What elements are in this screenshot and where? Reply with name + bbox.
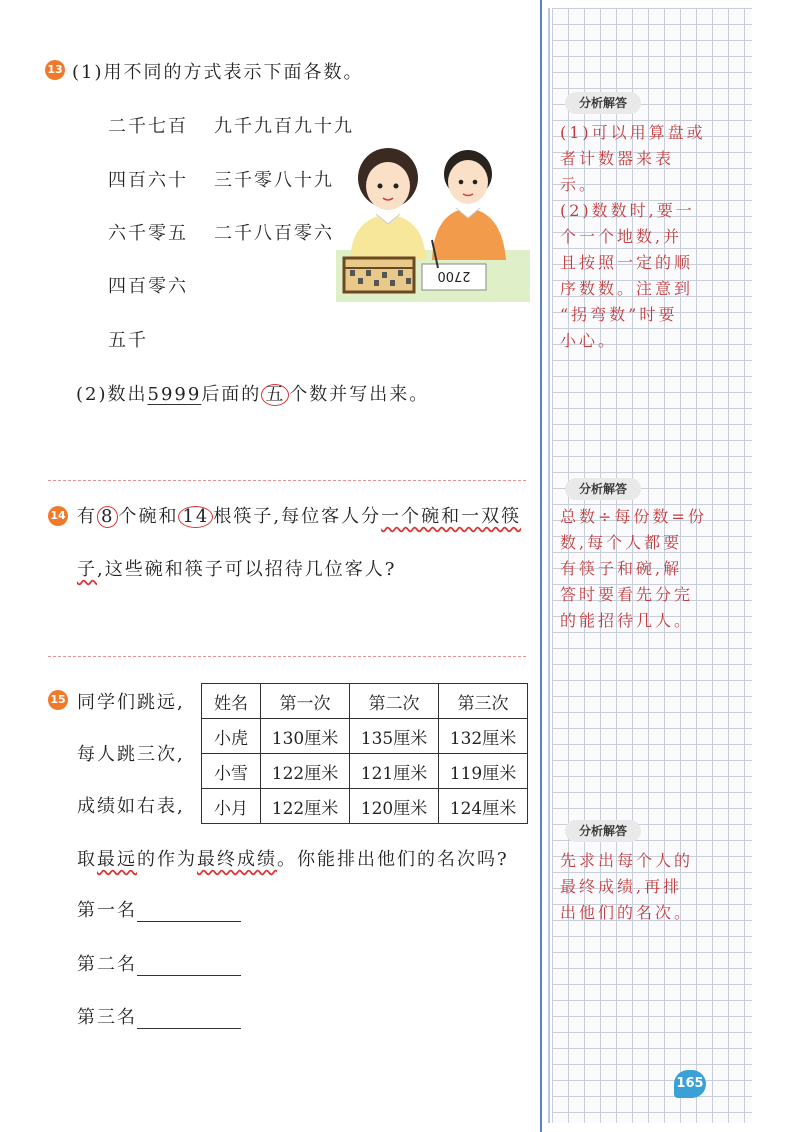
rank-3-label: 第三名	[77, 1007, 137, 1028]
q13-part2-text: (2)数出5999后面的 五 个数并写出来。	[76, 384, 430, 405]
table-header-row	[202, 684, 528, 719]
analysis-note-3: 先求出每个人的 最终成绩,再排 出他们的名次。	[560, 851, 694, 922]
table-cell: 121厘米	[350, 754, 439, 789]
question-number-13: 13	[45, 60, 65, 80]
table-header-cell: 第二次	[350, 684, 439, 719]
margin-line	[540, 0, 542, 1132]
table-row	[202, 719, 528, 754]
q13-number-4: 三千零八十九	[214, 170, 334, 191]
rank-3-answer-blank[interactable]	[137, 1010, 241, 1029]
table-cell: 132厘米	[439, 719, 528, 754]
page-number-badge: 165	[674, 1070, 706, 1098]
table-row	[202, 754, 528, 789]
q13-number-3: 四百六十	[108, 170, 188, 191]
q15-line4: 取最远的作为最终成绩。你能排出他们的名次吗?	[77, 849, 509, 870]
analysis-note-1: (1)可以用算盘或 者计数器来表示。 (2)数数时,要一 个一个地数,并 且按照一定的顺 序数数。注意到 “拐弯数”时要 小心。	[560, 123, 706, 350]
score-table	[201, 683, 528, 824]
rank-3-row	[77, 1003, 241, 1029]
q13-number-2: 九千九百九十九	[214, 116, 354, 137]
question-number-15: 15	[48, 690, 68, 710]
rank-2-label: 第二名	[77, 954, 137, 975]
table-cell: 122厘米	[261, 754, 350, 789]
q14-line2: 子,这些碗和筷子可以招待几位客人?	[77, 559, 397, 580]
margin-inner-line	[548, 8, 550, 1123]
q13-number-5: 六千零五	[108, 223, 188, 244]
table-cell: 135厘米	[350, 719, 439, 754]
q13-number-8: 五千	[108, 330, 148, 351]
table-cell: 130厘米	[261, 719, 350, 754]
paper-number: 2700	[437, 268, 471, 283]
q13-number-1: 二千七百	[108, 116, 188, 137]
q13-number-6: 二千八百零六	[214, 223, 334, 244]
table-cell: 122厘米	[261, 789, 350, 824]
question-number-14: 14	[48, 506, 68, 526]
table-header-cell: 第一次	[261, 684, 350, 719]
analysis-tag-1: 分析解答	[565, 92, 641, 114]
section-divider-2	[48, 656, 526, 657]
analysis-tag-3: 分析解答	[565, 820, 641, 842]
q15-left-line-3: 成绩如右表,	[77, 796, 185, 817]
rank-1-row	[77, 896, 241, 922]
rank-2-row	[77, 950, 241, 976]
rank-2-answer-blank[interactable]	[137, 957, 241, 976]
table-header-cell: 姓名	[202, 684, 261, 719]
table-cell: 小月	[202, 789, 261, 824]
q13-part1-text: (1)用不同的方式表示下面各数。	[72, 62, 364, 83]
table-header-cell: 第三次	[439, 684, 528, 719]
table-cell: 119厘米	[439, 754, 528, 789]
analysis-tag-2: 分析解答	[565, 478, 641, 500]
table-cell: 120厘米	[350, 789, 439, 824]
rank-1-label: 第一名	[77, 900, 137, 921]
table-row	[202, 789, 528, 824]
table-cell: 小雪	[202, 754, 261, 789]
table-cell: 小虎	[202, 719, 261, 754]
children-abacus-illustration	[336, 140, 530, 302]
rank-1-answer-blank[interactable]	[137, 903, 241, 922]
q14-line1: 有 8 个碗和 14 根筷子,每位客人分一个碗和一双筷	[77, 506, 522, 527]
section-divider-1	[48, 480, 526, 481]
q15-left-line-1: 同学们跳远,	[77, 692, 185, 713]
analysis-note-2: 总数÷每份数=份 数,每个人都要 有筷子和碗,解 答时要看先分完 的能招待几人。	[560, 507, 707, 630]
q13-number-7: 四百零六	[108, 276, 188, 297]
q15-left-line-2: 每人跳三次,	[77, 744, 185, 765]
table-cell: 124厘米	[439, 789, 528, 824]
